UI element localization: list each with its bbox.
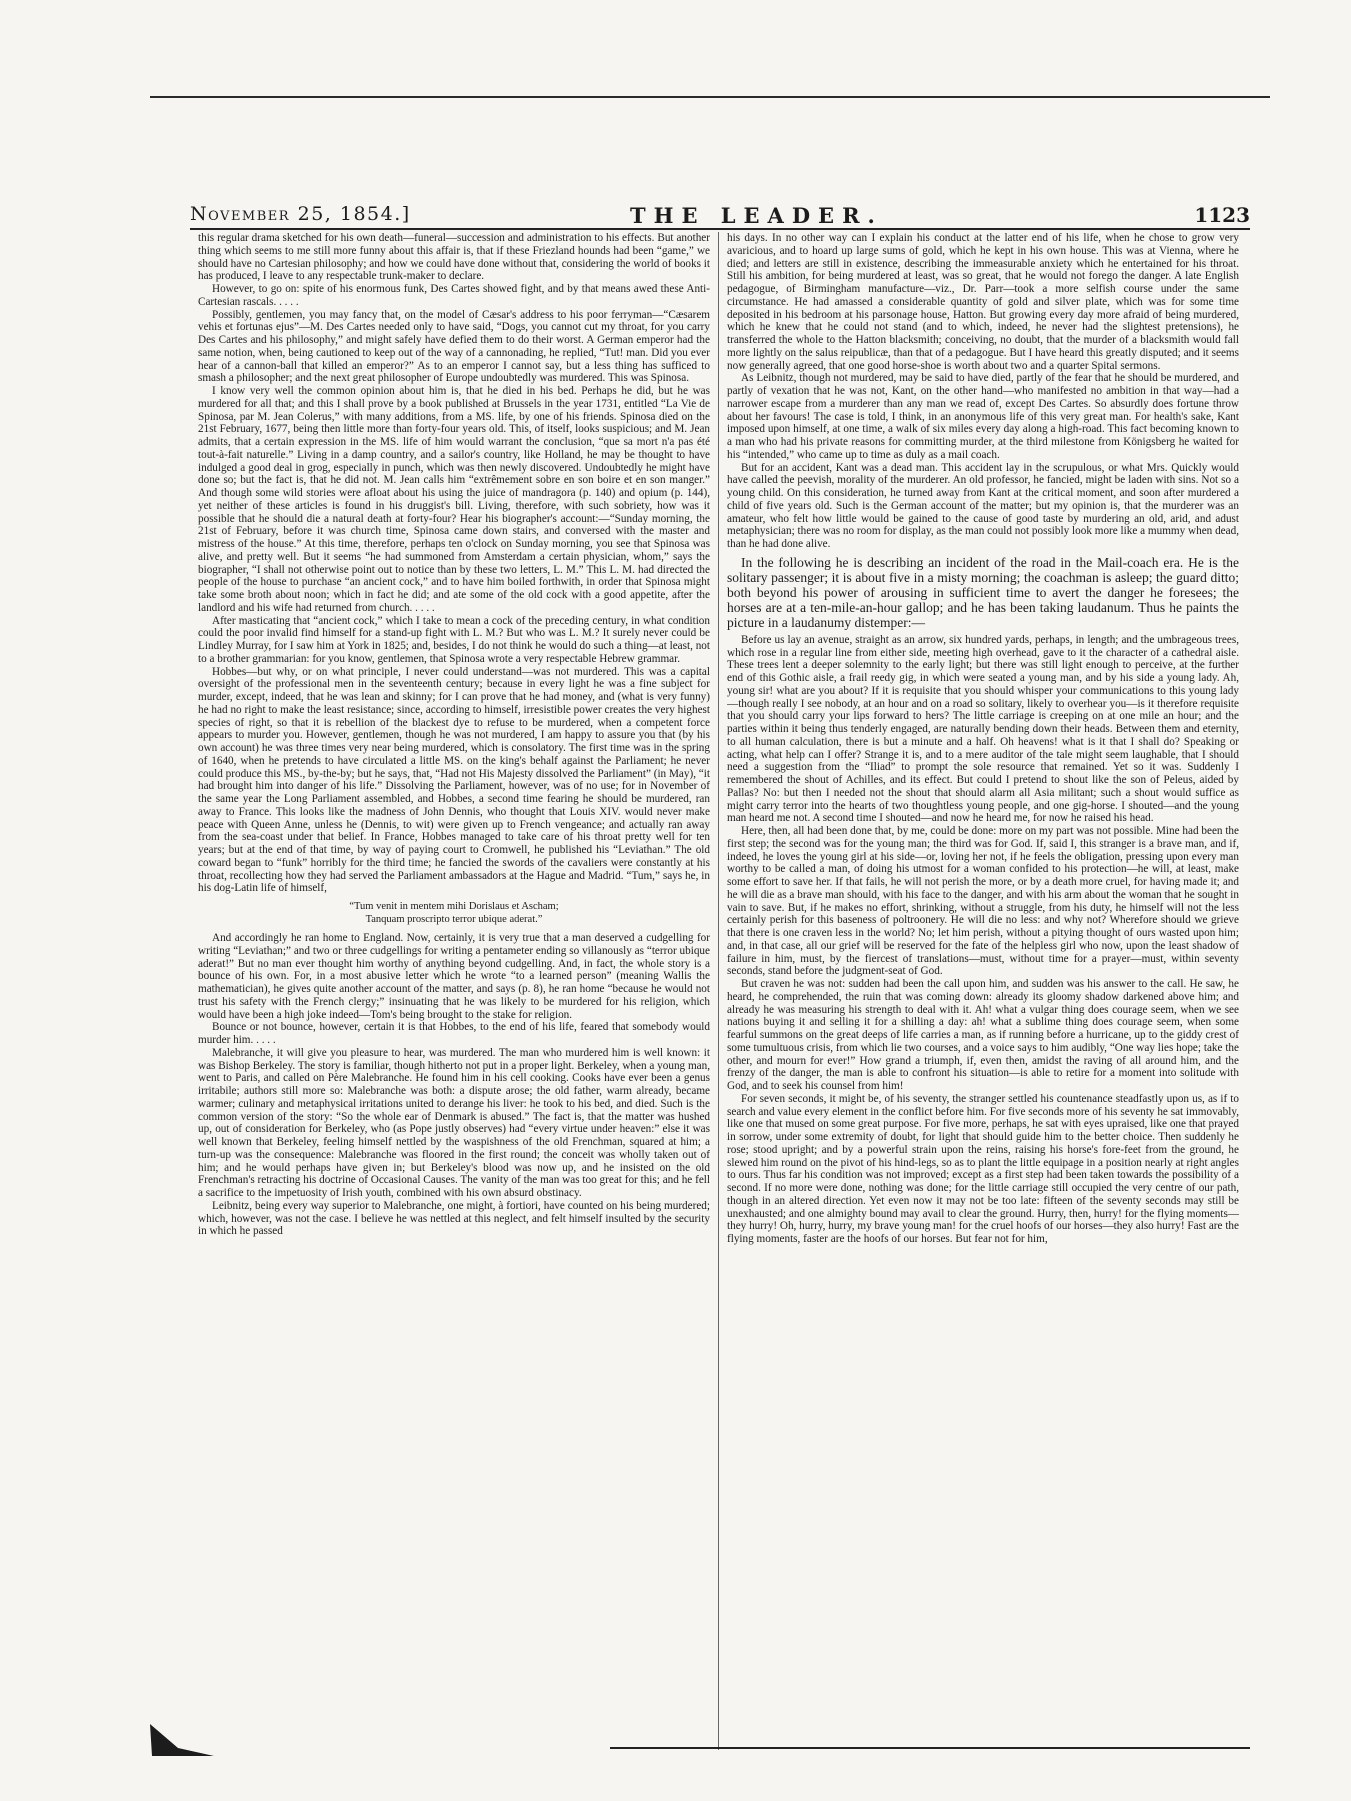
paragraph: his days. In no other way can I explain his conduct at the latter end of his life, when he chose to grow very avaricious, and to hoard up large sums of gold, which he kept in his own house. This was at Vienna, where he died; and letters are still in existence, describing the immeasurable anxiety which he entertained for his throat. Still his ambition, for being murdered at least, was so great, that he would not forego the danger. A late English pedagogue, of Birmingham manufacture—viz., Dr. Parr—took a more selfish course under the same circumstance. He had amassed a considerable quantity of gold and silver plate, which was for some time deposited in his bedroom at his parsonage house, Hatton. But growing every day more afraid of being murdered, which he knew that he could not stand (and to which, indeed, he never had the slightest pretensions), he transferred the whole to the Hatton blacksmith; conceiving, no doubt, that the murder of a blacksmith would fall more lightly on the salus reipublicæ, than that of a pedagogue. But I have heard this greatly disputed; and it seems now generally agreed, that one good horse-shoe is worth about two and a quarter Spital sermons.: [727, 232, 1239, 372]
quote-line: Tanquam proscripto terror ubique aderat.”: [365, 913, 543, 925]
left-column: [198, 232, 710, 1752]
paragraph: But for an accident, Kant was a dead man. This accident lay in the scrupulous, or what Mrs. Quickly would have called the peevish, morality of the murderer. An old professor, he fancied, might be laden with sins. Not so a young child. On this consideration, he turned away from Kant at the critical moment, and soon after murdered a child of five years old. Such is the German account of the matter; but my opinion is, that the murderer was an amateur, who felt how little would be gained to the cause of good taste by murdering an old, arid, and adust metaphysician; there was no room for display, as the man could not possibly look more like a mummy when dead, than he had done alive.: [727, 461, 1239, 550]
page-number: 1123: [1194, 203, 1250, 227]
paragraph: Malebranche, it will give you pleasure to hear, was murdered. The man who murdered him is well known: it was Bishop Berkeley. The story is familiar, though hitherto not put in a proper light. Berkeley, when a young man, went to Paris, and called on Père Malebranche. He found him in his cell cooking. Cooks have ever been a genus irritabile; authors still more so: Malebranche was both: a dispute arose; the old father, warm already, became warmer; culinary and metaphysical irritations united to derange his liver: he took to his bed, and died. Such is the common version of the story: “So the whole ear of Denmark is abused.” The fact is, that the matter was hushed up, out of consideration for Berkeley, who (as Pope justly observes) had “every virtue under heaven:” else it was well known that Berkeley, feeling himself nettled by the waspishness of the old Frenchman, squared at him; a turn-up was the consequence: Malebranche was floored in the first round; the conceit was wholly taken out of him; and he would perhaps have given in; but Berkeley's blood was now up, and he insisted on the old Frenchman's retracting his doctrine of Occasional Causes. The vanity of the man was too great for this; and he fell a sacrifice to the impetuosity of Irish youth, combined with his own absurd obstinacy.: [198, 1046, 710, 1199]
paragraph: Bounce or not bounce, however, certain it is that Hobbes, to the end of his life, feared that somebody would murder him. . . . .: [198, 1021, 710, 1046]
paragraph: I know very well the common opinion about him is, that he died in his bed. Perhaps he did, but he was murdered for all that; and this I shall prove by a book published at Brussels in the year 1731, entitled “La Vie de Spinosa, par M. Jean Colerus,” with many additions, from a MS. life, by one of his friends. Spinosa died on the 21st February, 1677, being then little more than forty-four years old. This, of itself, looks suspicious; and M. Jean admits, that a certain expression in the MS. life of him would warrant the conclusion, “que sa mort n'a pas été tout-à-fait naturelle.” Living in a damp country, and a sailor's country, like Holland, he may be thought to have indulged a good deal in grog, especially in punch, which was then newly discovered. Undoubtedly he might have done so; but the fact is, that he did not. M. Jean calls him “extrêmement sobre en son boire et en son manger.” And though some wild stories were afloat about his using the juice of mandragora (p. 140) and opium (p. 144), yet neither of these articles is found in his druggist's bill. Living, therefore, with such sobriety, how was it possible that he should die a natural death at forty-four? Hear his biographer's account:—“Sunday morning, the 21st of February, before it was church time, Spinosa came down stairs, and conversed with the master and mistress of the house.” At this time, therefore, perhaps ten o'clock on Sunday morning, you see that Spinosa was alive, and pretty well. But it seems “he had summoned from Amsterdam a certain physician, whom,” says the biographer, “I shall not otherwise point out to notice than by these two letters, L. M.” This L. M. had directed the people of the house to purchase “an ancient cock,” and to have him boiled forthwith, in order that Spinosa might take some broth about noon; which in fact he did; and ate some of the old cock with a good appetite, after the landlord and his wife had returned from church. . . . .: [198, 385, 710, 614]
quote-line: “Tum venit in mentem mihi Dorislaus et Ascham;: [349, 901, 559, 912]
issue-date: November 25, 1854.]: [190, 203, 411, 225]
right-column: [727, 232, 1239, 1752]
page-header: [190, 203, 1250, 227]
top-rule: [150, 96, 1270, 98]
page-corner-mark: [148, 1722, 218, 1758]
paragraph: And accordingly he ran home to England. Now, certainly, it is very true that a man deserved a cudgelling for writing “Leviathan;” and two or three cudgellings for writing a pentameter ending so villanously as “terror ubique aderat!” But no man ever thought him worthy of anything beyond cudgelling. And, in fact, the whole story is a bounce of his own. For, in a most abusive letter which he wrote “to a learned person” (meaning Wallis the mathematician), he gives quite another account of the matter, and says (p. 8), he ran home “because he would not trust his safety with the French clergy;” insinuating that he was likely to be murdered for his religion, which would have been a high joke indeed—Tom's being brought to the stake for religion.: [198, 932, 710, 1021]
bottom-rule: [610, 1747, 1250, 1749]
paragraph: After masticating that “ancient cock,” which I take to mean a cock of the preceding century, in what condition could the poor invalid find himself for a stand-up fight with L. M.? But who was L. M.? It surely never could be Lindley Murray, for I saw him at York in 1825; and, besides, I do not think he would do such a thing—at least, not to a brother grammarian: for you know, gentlemen, that Spinosa wrote a very respectable Hebrew grammar.: [198, 614, 710, 665]
latin-quote: [198, 901, 710, 926]
paragraph: As Leibnitz, though not murdered, may be said to have died, partly of the fear that he should be murdered, and partly of vexation that he was not, Kant, on the other hand—who manifested no ambition in that way—had a narrower escape from a murderer than any man we read of, except Des Cartes. So absurdly does fortune throw about her favours! The case is told, I think, in an anonymous life of this very great man. For health's sake, Kant imposed upon himself, at one time, a walk of six miles every day along a high-road. This fact becoming known to a man who had his private reasons for committing murder, at the third milestone from Königsberg he waited for his “intended,” who came up to time as duly as a mail coach.: [727, 372, 1239, 461]
paragraph: this regular drama sketched for his own death—funeral—succession and administration to his effects. But another thing which seems to me still more funny about this affair is, that if these Friezland hounds had been “game,” we should have no Cartesian philosophy; and how we could have done without that, considering the world of books it has produced, I leave to any respectable trunk-maker to declare.: [198, 232, 710, 283]
paragraph: Hobbes—but why, or on what principle, I never could understand—was not murdered. This was a capital oversight of the professional men in the seventeenth century; because in every light he was a fine subject for murder, except, indeed, that he was lean and skinny; for I can prove that he had money, and (what is very funny) he had no right to make the least resistance; since, according to himself, irresistible power creates the very highest species of right, so that it is rebellion of the blackest dye to refuse to be murdered, when a competent force appears to murder you. However, gentlemen, though he was not murdered, I am happy to assure you that (by his own account) he was three times very near being murdered, which is consolatory. The first time was in the spring of 1640, when he pretends to have circulated a little MS. on the king's behalf against the Parliament; he never could produce this MS., by-the-by; but he says, that, “Had not His Majesty dissolved the Parliament” (in May), “it had brought him into danger of his life.” Dissolving the Parliament, however, was of no use; for in November of the same year the Long Parliament assembled, and Hobbes, a second time fearing he should be murdered, ran away to France. This looks like the madness of John Dennis, who thought that Louis XIV. would never make peace with Queen Anne, unless he (Dennis, to wit) were given up to French vengeance; and actually ran away from the sea-coast under that belief. In France, Hobbes managed to take care of his throat pretty well for ten years; but at the end of that time, by way of paying court to Cromwell, he published his “Leviathan.” The old coward began to “funk” horribly for the third time; he fancied the swords of the cavaliers were constantly at his throat, recollecting how they had served the Parliament ambassadors at the Hague and Madrid. “Tum,” says he, in his dog-Latin life of himself,: [198, 665, 710, 895]
paragraph: But craven he was not: sudden had been the call upon him, and sudden was his answer to the call. He saw, he heard, he comprehended, the ruin that was coming down: already its gloomy shadow darkened above him; and already he was measuring his strength to deal with it. Ah! what a vulgar thing does courage seem, when we see nations buying it and selling it for a shilling a day: ah! what a sublime thing does courage seem, when some fearful summons on the great deeps of life carries a man, as if running before a hurricane, up to the giddy crest of some tumultuous crisis, from which lie two courses, and a voice says to him audibly, “One way lies hope; take the other, and mourn for ever!” How grand a triumph, if, even then, amidst the raving of all around him, and the frenzy of the danger, the man is able to confront his situation—is able to retire for a moment into solitude with God, and to seek his counsel from him!: [727, 978, 1239, 1092]
paragraph: Here, then, all had been done that, by me, could be done: more on my part was not possible. Mine had been the first step; the second was for the young man; the third was for God. If, said I, this stranger is a brave man, and if, indeed, he loves the young girl at his side—or, loving her not, if he feels the obligation, pressing upon every man worthy to be called a man, of doing his utmost for a woman confided to his protection—he will, at least, make some effort to save her. If that fails, he will not perish the more, or by a death more cruel, for having made it; and he will die as a brave man should, with his face to the danger, and with his arm about the woman that he sought in vain to save. But, if he makes no effort, shrinking, without a struggle, from his duty, he himself will not the less certainly perish for this baseness of poltroonery. He will die no less: and why not? Wherefore should we grieve that there is one craven less in the world? No; let him perish, without a pitying thought of ours wasted upon him; and, in that case, all our grief will be reserved for the fate of the helpless girl who now, upon the least shadow of failure in him, must, by the fiercest of translations—must, without time for a prayer—must, within seventy seconds, stand before the judgment-seat of God.: [727, 825, 1239, 978]
paragraph: Leibnitz, being every way superior to Malebranche, one might, à fortiori, have counted on his being murdered; which, however, was not the case. I believe he was nettled at this neglect, and felt himself insulted by the security in which he passed: [198, 1199, 710, 1238]
newspaper-title: THE LEADER.: [630, 203, 883, 228]
header-rule: [190, 228, 1250, 230]
paragraph: Before us lay an avenue, straight as an arrow, six hundred yards, perhaps, in length; and the umbrageous trees, which rose in a regular line from either side, meeting high overhead, gave to it the character of a cathedral aisle. These trees lent a deeper solemnity to the early light; but there was still light enough to perceive, at the further end of this Gothic aisle, a frail reedy gig, in which were seated a young man, and by his side a young lady. Ah, young sir! what are you about? If it is requisite that you should whisper your communications to this young lady—though really I see nobody, at an hour and on a road so solitary, likely to overhear you—is it therefore requisite that you should carry your lips forward to hers? The little carriage is creeping on at one mile an hour; and the parties within it being thus tenderly engaged, are naturally bending down their heads. Between them and eternity, to all human calculation, there is but a minute and a half. Oh heavens! what is it that I shall do? Speaking or acting, what help can I offer? Strange it is, and to a mere auditor of the tale might seem laughable, that I should need a suggestion from the “Iliad” to prompt the sole resource that remained. Yet so it was. Suddenly I remembered the shout of Achilles, and its effect. But could I pretend to shout like the son of Peleus, aided by Pallas? No: but then I needed not the shout that should alarm all Asia militant; such a shout would suffice as might carry terror into the hearts of two thoughtless young people, and one gig-horse. I shouted—and the young man heard me not. A second time I shouted—and now he heard me, for now he raised his head.: [727, 633, 1239, 825]
paragraph: For seven seconds, it might be, of his seventy, the stranger settled his countenance steadfastly upon us, as if to search and value every element in the conflict before him. For five seconds more of his seventy he sat immovably, like one that mused on some great purpose. For five more, perhaps, he sat with eyes upraised, like one that prayed in sorrow, under some extremity of doubt, for light that should guide him to the better choice. Then suddenly he rose; stood upright; and by a powerful strain upon the reins, raising his horse's fore-feet from the ground, he slewed him round on the pivot of his hind-legs, so as to plant the little equipage in a position nearly at right angles to ours. Thus far his condition was not improved; except as a first step had been taken towards the possibility of a second. If no more were done, nothing was done; for the little carriage still occupied the very centre of our path, though in an altered direction. Yet even now it may not be too late: fifteen of the seventy seconds may still be unexhausted; and one almighty bound may avail to clear the ground. Hurry, then, hurry! for the flying moments—they hurry! Oh, hurry, hurry, my brave young man! for the cruel hoofs of our horses—they also hurry! Fast are the flying moments, faster are the hoofs of our horses. But fear not for him,: [727, 1092, 1239, 1245]
paragraph: Possibly, gentlemen, you may fancy that, on the model of Cæsar's address to his poor ferryman—“Cæsarem vehis et fortunas ejus”—M. Des Cartes needed only to have said, “Dogs, you cannot cut my throat, for you carry Des Cartes and his philosophy,” and might safely have defied them to do their worst. A German emperor had the same notion, when, being cautioned to keep out of the way of a cannonading, he replied, “Tut! man. Did you ever hear of a cannon-ball that killed an emperor?” As to an emperor I cannot say, but a less thing has sufficed to smash a philosopher; and the next great philosopher of Europe undoubtedly was murdered. This was Spinosa.: [198, 308, 710, 385]
column-divider: [718, 232, 719, 1750]
editorial-intro: In the following he is describing an incident of the road in the Mail-coach era. He is the solitary passenger; it is about five in a misty morning; the coachman is asleep; the guard ditto; both beyond his power of arousing in sufficient time to avert the danger he foresees; the horses are at a ten-mile-an-hour gallop; and he has been taking laudanum. Thus he paints the picture in a laudanumy distemper:—: [727, 554, 1239, 630]
paragraph: However, to go on: spite of his enormous funk, Des Cartes showed fight, and by that means awed these Anti-Cartesian rascals. . . . .: [198, 283, 710, 308]
